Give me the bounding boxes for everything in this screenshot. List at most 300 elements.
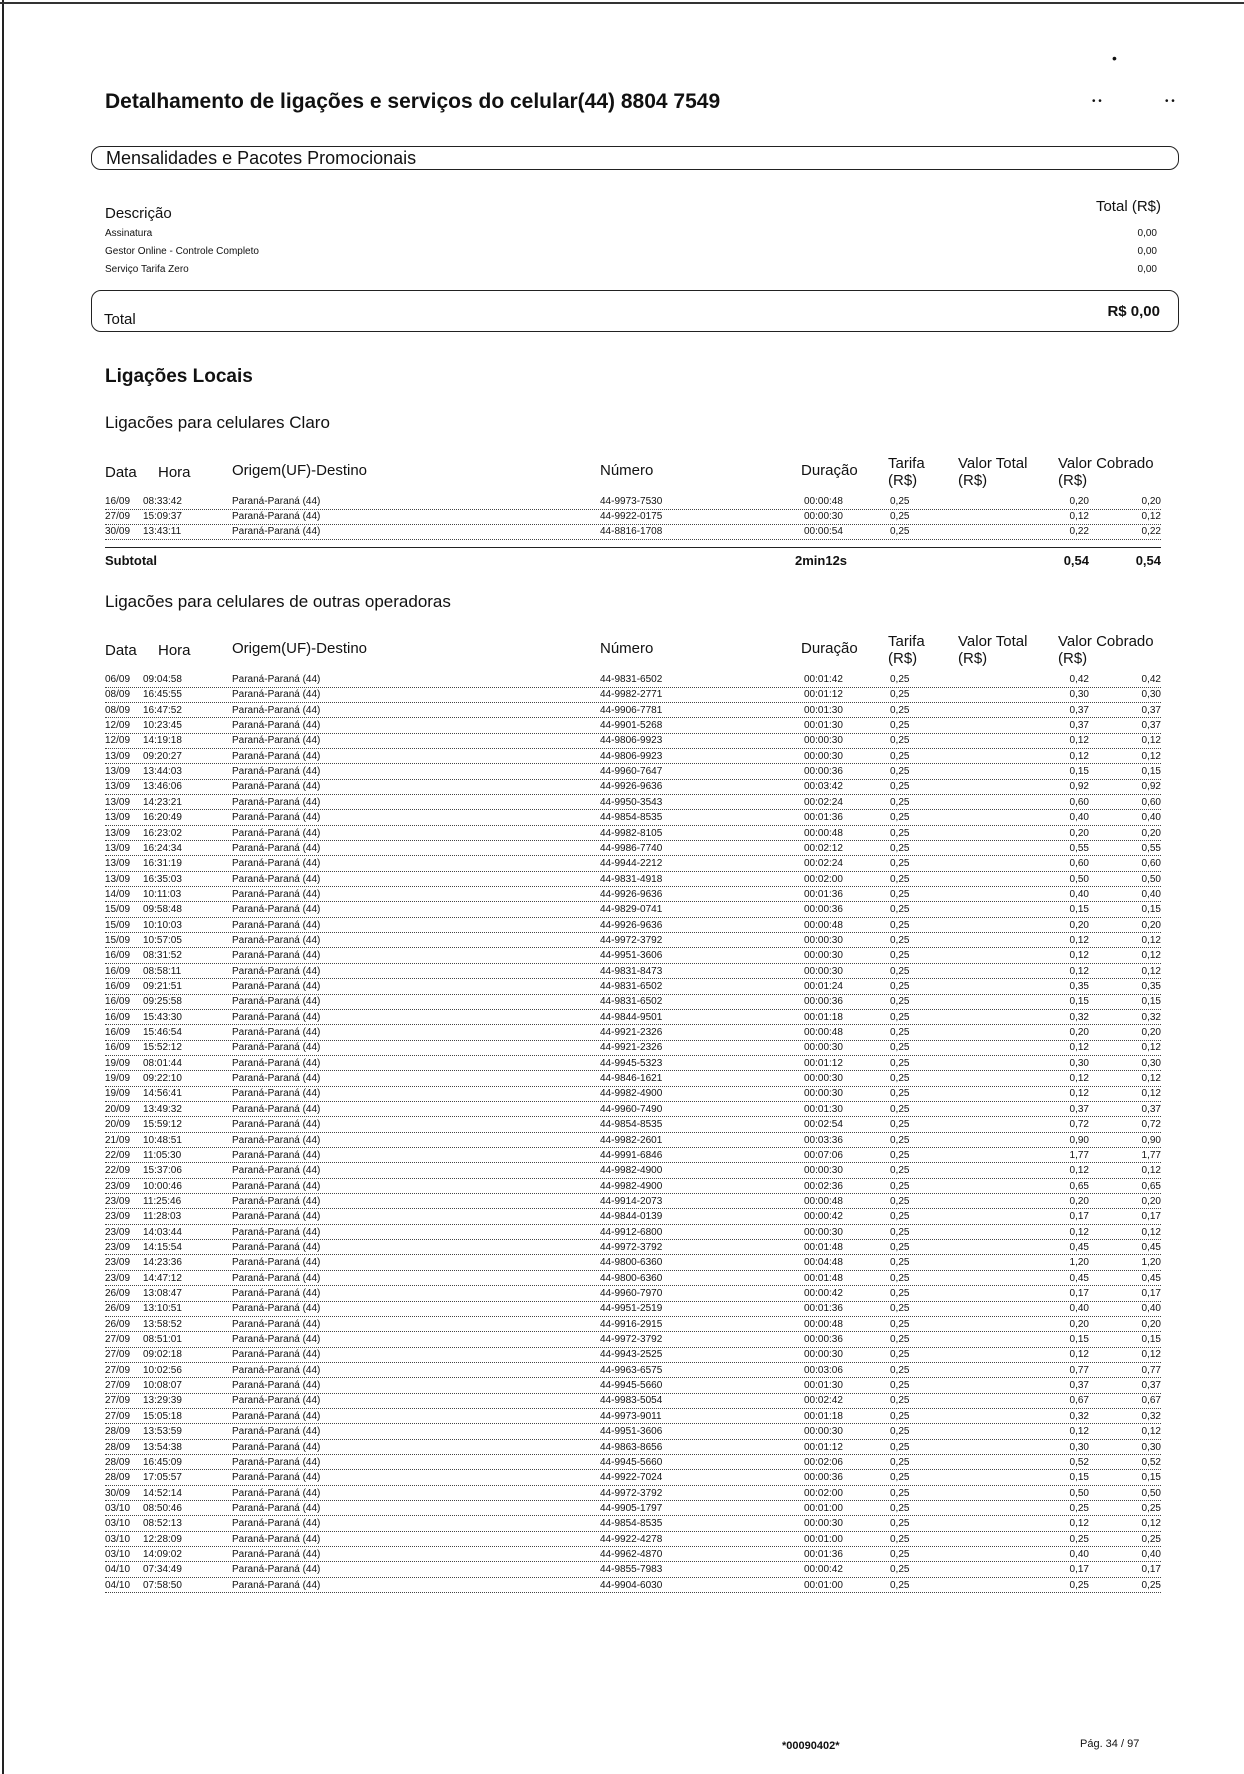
cell-valor-cobrado: 0,65 — [1141, 1180, 1161, 1192]
cell-origem: Paraná-Paraná (44) — [232, 919, 321, 931]
cell-valor-total: 0,12 — [1069, 735, 1089, 747]
cell-hora: 13:29:39 — [143, 1395, 182, 1407]
cell-origem: Paraná-Paraná (44) — [232, 1119, 321, 1131]
cell-duracao: 00:01:30 — [804, 704, 843, 716]
cell-data: 22/09 — [105, 1149, 131, 1161]
cell-valor-cobrado: 0,40 — [1141, 1548, 1161, 1560]
cell-duracao: 00:02:54 — [804, 1119, 843, 1131]
cell-origem: Paraná-Paraná (44) — [232, 1472, 321, 1484]
item-value: 0,00 — [1137, 246, 1157, 257]
cell-hora: 11:28:03 — [143, 1211, 182, 1223]
cell-valor-cobrado: 0,20 — [1141, 1318, 1161, 1330]
cell-valor-cobrado: 0,12 — [1141, 511, 1161, 523]
cell-numero: 44-9960-7970 — [600, 1288, 663, 1299]
cell-origem: Paraná-Paraná (44) — [232, 766, 321, 778]
cell-numero: 44-9982-4900 — [600, 1180, 663, 1192]
dotted-leader — [105, 1024, 1161, 1025]
cell-origem: Paraná-Paraná (44) — [232, 1456, 321, 1468]
cell-data: 28/09 — [105, 1472, 131, 1484]
cell-data: 20/09 — [105, 1119, 131, 1131]
cell-valor-total: 0,45 — [1069, 1272, 1089, 1284]
cell-tarifa: 0,25 — [890, 1134, 910, 1146]
cell-valor-cobrado: 0,40 — [1141, 1303, 1161, 1315]
cell-numero: 44-9962-4870 — [600, 1548, 663, 1560]
cell-tarifa: 0,25 — [890, 1226, 910, 1238]
cell-origem: Paraná-Paraná (44) — [232, 827, 321, 839]
cell-tarifa: 0,25 — [890, 919, 910, 931]
header-hora: Hora — [158, 464, 191, 481]
cell-origem: Paraná-Paraná (44) — [232, 1272, 321, 1284]
table-row — [105, 1088, 1161, 1104]
cell-valor-cobrado: 0,12 — [1141, 750, 1161, 762]
cell-valor-total: 0,12 — [1069, 511, 1089, 523]
cell-numero: 44-9854-8535 — [600, 1119, 663, 1131]
table-row — [105, 1119, 1161, 1135]
cell-valor-cobrado: 0,15 — [1141, 996, 1161, 1008]
cell-numero: 44-9806-9923 — [600, 750, 663, 762]
dotted-leader — [105, 1239, 1161, 1240]
cell-data: 12/09 — [105, 720, 131, 732]
cell-duracao: 00:01:12 — [804, 1441, 843, 1453]
cell-numero: 44-9972-3792 — [600, 1334, 663, 1346]
cell-valor-total: 0,20 — [1069, 1027, 1089, 1039]
cell-duracao: 00:02:24 — [804, 858, 843, 870]
cell-valor-total: 0,12 — [1069, 934, 1089, 946]
cell-numero: 44-9982-4900 — [600, 1088, 663, 1100]
subtotal-duration: 2min12s — [795, 553, 848, 568]
cell-data: 30/09 — [105, 526, 131, 538]
cell-tarifa: 0,25 — [890, 1180, 910, 1192]
cell-tarifa: 0,25 — [890, 1042, 910, 1054]
item-desc: Gestor Online - Controle Completo — [105, 246, 259, 257]
cell-tarifa: 0,25 — [890, 1119, 910, 1131]
cell-valor-total: 0,25 — [1069, 1533, 1089, 1545]
cell-duracao: 00:00:42 — [804, 1211, 843, 1223]
table-row — [105, 1181, 1161, 1197]
table-row — [105, 889, 1161, 905]
cell-valor-total: 0,42 — [1069, 674, 1089, 685]
total-value: R$ 0,00 — [1107, 303, 1160, 320]
cell-valor-cobrado: 0,20 — [1141, 1027, 1161, 1039]
cell-valor-cobrado: 0,30 — [1141, 689, 1161, 701]
cell-data: 27/09 — [105, 1349, 131, 1361]
table-row — [105, 812, 1161, 828]
cell-numero: 44-9950-3543 — [600, 796, 663, 808]
table-row — [105, 1104, 1161, 1120]
cell-duracao: 00:00:48 — [804, 827, 843, 839]
cell-hora: 16:35:03 — [143, 873, 182, 885]
cell-hora: 09:22:10 — [143, 1073, 182, 1085]
table-row — [105, 874, 1161, 890]
cell-valor-cobrado: 0,50 — [1141, 873, 1161, 885]
dotted-leader — [105, 1070, 1161, 1071]
dotted-leader — [105, 1485, 1161, 1486]
table-row — [105, 966, 1161, 982]
cell-data: 03/10 — [105, 1548, 131, 1560]
cell-origem: Paraná-Paraná (44) — [232, 1103, 321, 1115]
cell-hora: 15:59:12 — [143, 1119, 182, 1131]
cell-data: 06/09 — [105, 674, 131, 685]
cell-duracao: 00:01:00 — [804, 1502, 843, 1514]
cell-numero: 44-9982-2601 — [600, 1134, 663, 1146]
cell-duracao: 00:02:06 — [804, 1456, 843, 1468]
cell-numero: 44-9854-8535 — [600, 812, 663, 824]
cell-data: 14/09 — [105, 888, 131, 900]
cell-duracao: 00:00:48 — [804, 1195, 843, 1207]
header-valor-cobrado: Valor Cobrado (R$) — [1058, 633, 1154, 667]
cell-valor-total: 0,40 — [1069, 812, 1089, 824]
cell-numero: 44-9863-8656 — [600, 1441, 663, 1453]
table-row — [105, 828, 1161, 844]
cell-valor-total: 0,12 — [1069, 1226, 1089, 1238]
cell-numero: 44-9926-9636 — [600, 781, 663, 793]
cell-valor-total: 0,40 — [1069, 888, 1089, 900]
cell-valor-total: 0,35 — [1069, 981, 1089, 992]
cell-hora: 10:57:05 — [143, 934, 182, 946]
total-box — [91, 290, 1179, 332]
cell-hora: 09:04:58 — [143, 674, 182, 685]
cell-numero: 44-9914-2073 — [600, 1195, 663, 1207]
cell-numero: 44-9945-5660 — [600, 1456, 663, 1468]
cell-tarifa: 0,25 — [890, 1334, 910, 1346]
cell-valor-total: 0,12 — [1069, 1349, 1089, 1361]
cell-valor-total: 0,12 — [1069, 750, 1089, 762]
cell-duracao: 00:01:12 — [804, 1057, 843, 1069]
cell-hora: 13:54:38 — [143, 1441, 182, 1453]
cell-duracao: 00:00:30 — [804, 511, 843, 523]
cell-numero: 44-9855-7983 — [600, 1564, 663, 1576]
cell-valor-total: 0,15 — [1069, 766, 1089, 778]
cell-numero: 44-9945-5660 — [600, 1380, 663, 1392]
cell-valor-total: 0,30 — [1069, 1057, 1089, 1069]
cell-numero: 44-9904-6030 — [600, 1579, 663, 1591]
cell-origem: Paraná-Paraná (44) — [232, 1134, 321, 1146]
cell-origem: Paraná-Paraná (44) — [232, 1426, 321, 1438]
cell-valor-cobrado: 0,60 — [1141, 858, 1161, 870]
cell-data: 27/09 — [105, 1364, 131, 1376]
cell-origem: Paraná-Paraná (44) — [232, 704, 321, 716]
cell-origem: Paraná-Paraná (44) — [232, 1441, 321, 1453]
cell-duracao: 00:00:30 — [804, 735, 843, 747]
cell-valor-cobrado: 0,12 — [1141, 1165, 1161, 1177]
dotted-leader — [105, 917, 1161, 918]
dotted-leader — [105, 509, 1161, 510]
cell-duracao: 00:03:42 — [804, 781, 843, 793]
col-total: Total (R$) — [1095, 198, 1161, 215]
cell-duracao: 00:00:42 — [804, 1288, 843, 1299]
cell-hora: 14:19:18 — [143, 735, 182, 747]
cell-hora: 08:31:52 — [143, 950, 182, 962]
cell-valor-total: 0,12 — [1069, 1165, 1089, 1177]
scan-top-edge — [0, 2, 1244, 4]
cell-valor-cobrado: 0,12 — [1141, 950, 1161, 962]
cell-numero: 44-9829-0741 — [600, 904, 663, 916]
cell-valor-total: 0,50 — [1069, 873, 1089, 885]
cell-duracao: 00:02:36 — [804, 1180, 843, 1192]
item-value: 0,00 — [1137, 228, 1157, 239]
cell-origem: Paraná-Paraná (44) — [232, 1042, 321, 1054]
cell-data: 16/09 — [105, 981, 131, 992]
table-row — [105, 766, 1161, 782]
cell-hora: 09:58:48 — [143, 904, 182, 916]
cell-hora: 10:00:46 — [143, 1180, 182, 1192]
cell-valor-cobrado: 0,40 — [1141, 812, 1161, 824]
dotted-leader — [105, 1500, 1161, 1501]
dotted-leader — [105, 855, 1161, 856]
cell-hora: 08:52:13 — [143, 1518, 182, 1530]
table-row — [105, 781, 1161, 797]
table-row — [105, 1288, 1161, 1304]
cell-data: 03/10 — [105, 1533, 131, 1545]
cell-valor-cobrado: 0,17 — [1141, 1211, 1161, 1223]
dotted-leader — [105, 825, 1161, 826]
cell-origem: Paraná-Paraná (44) — [232, 1487, 321, 1499]
cell-valor-cobrado: 0,20 — [1141, 496, 1161, 507]
cell-numero: 44-9831-6502 — [600, 981, 663, 992]
cell-valor-cobrado: 0,42 — [1141, 674, 1161, 685]
table-row — [105, 496, 1161, 512]
dotted-leader — [105, 1193, 1161, 1194]
cell-numero: 44-9831-4918 — [600, 873, 663, 885]
cell-valor-cobrado: 0,15 — [1141, 1334, 1161, 1346]
dotted-leader — [105, 1362, 1161, 1363]
subtotal-total: 0,54 — [1063, 553, 1089, 568]
cell-numero: 44-9982-2771 — [600, 689, 663, 701]
table-row — [105, 1380, 1161, 1396]
cell-valor-cobrado: 0,12 — [1141, 1426, 1161, 1438]
table-row — [105, 1273, 1161, 1289]
cell-valor-total: 0,15 — [1069, 1334, 1089, 1346]
cell-duracao: 00:01:12 — [804, 689, 843, 701]
cell-data: 23/09 — [105, 1272, 131, 1284]
cell-duracao: 00:00:48 — [804, 1027, 843, 1039]
cell-tarifa: 0,25 — [890, 950, 910, 962]
cell-numero: 44-9960-7647 — [600, 766, 663, 778]
cell-data: 15/09 — [105, 904, 131, 916]
cell-tarifa: 0,25 — [890, 858, 910, 870]
dotted-leader — [105, 1577, 1161, 1578]
cell-valor-cobrado: 0,67 — [1141, 1395, 1161, 1407]
item-desc: Serviço Tarifa Zero — [105, 264, 189, 275]
cell-valor-total: 0,17 — [1069, 1288, 1089, 1299]
cell-hora: 08:50:46 — [143, 1502, 182, 1514]
cell-duracao: 00:02:00 — [804, 873, 843, 885]
cell-tarifa: 0,25 — [890, 1103, 910, 1115]
cell-valor-cobrado: 0,15 — [1141, 1472, 1161, 1484]
header-origem: Origem(UF)-Destino — [232, 640, 368, 657]
cell-origem: Paraná-Paraná (44) — [232, 934, 321, 946]
cell-origem: Paraná-Paraná (44) — [232, 720, 321, 732]
cell-data: 21/09 — [105, 1134, 131, 1146]
table-row — [105, 1319, 1161, 1335]
cell-hora: 09:02:18 — [143, 1349, 182, 1361]
cell-tarifa: 0,25 — [890, 1579, 910, 1591]
cell-data: 22/09 — [105, 1165, 131, 1177]
cell-valor-cobrado: 0,17 — [1141, 1288, 1161, 1299]
cell-origem: Paraná-Paraná (44) — [232, 689, 321, 701]
cell-valor-cobrado: 0,90 — [1141, 1134, 1161, 1146]
header-valor-cobrado: Valor Cobrado (R$) — [1058, 455, 1154, 489]
cell-data: 19/09 — [105, 1057, 131, 1069]
table-row — [105, 674, 1161, 690]
cell-valor-cobrado: 0,92 — [1141, 781, 1161, 793]
cell-tarifa: 0,25 — [890, 981, 910, 992]
cell-valor-cobrado: 0,12 — [1141, 1073, 1161, 1085]
dotted-leader — [105, 1116, 1161, 1117]
cell-valor-cobrado: 0,30 — [1141, 1057, 1161, 1069]
dotted-leader — [105, 963, 1161, 964]
table-row — [105, 1073, 1161, 1089]
cell-valor-cobrado: 0,32 — [1141, 1410, 1161, 1422]
cell-origem: Paraná-Paraná (44) — [232, 1165, 321, 1177]
cell-duracao: 00:00:30 — [804, 950, 843, 962]
cell-tarifa: 0,25 — [890, 1288, 910, 1299]
cell-data: 26/09 — [105, 1288, 131, 1299]
cell-tarifa: 0,25 — [890, 904, 910, 916]
cell-data: 23/09 — [105, 1226, 131, 1238]
cell-origem: Paraná-Paraná (44) — [232, 842, 321, 854]
cell-valor-cobrado: 0,50 — [1141, 1487, 1161, 1499]
cell-origem: Paraná-Paraná (44) — [232, 511, 321, 523]
cell-valor-total: 0,20 — [1069, 496, 1089, 507]
cell-origem: Paraná-Paraná (44) — [232, 950, 321, 962]
dotted-leader — [105, 1408, 1161, 1409]
cell-duracao: 00:00:30 — [804, 1349, 843, 1361]
cell-numero: 44-9906-7781 — [600, 704, 663, 716]
cell-numero: 44-9991-6846 — [600, 1149, 663, 1161]
cell-valor-total: 0,37 — [1069, 704, 1089, 716]
cell-hora: 15:09:37 — [143, 511, 182, 523]
header-tarifa: Tarifa (R$) — [888, 455, 925, 489]
cell-valor-total: 0,60 — [1069, 796, 1089, 808]
dotted-leader — [105, 1546, 1161, 1547]
cell-valor-cobrado: 0,12 — [1141, 965, 1161, 977]
cell-valor-total: 0,12 — [1069, 965, 1089, 977]
cell-origem: Paraná-Paraná (44) — [232, 858, 321, 870]
page-title: Detalhamento de ligações e serviços do celular(44) 8804 7549 — [105, 90, 721, 113]
cell-valor-total: 0,12 — [1069, 1518, 1089, 1530]
cell-tarifa: 0,25 — [890, 888, 910, 900]
cell-data: 15/09 — [105, 934, 131, 946]
table-row — [105, 935, 1161, 951]
header-numero: Número — [600, 640, 654, 657]
cell-duracao: 00:00:30 — [804, 1042, 843, 1054]
cell-data: 03/10 — [105, 1518, 131, 1530]
cell-valor-cobrado: 0,12 — [1141, 934, 1161, 946]
dotted-leader — [105, 1101, 1161, 1102]
table-row — [105, 1165, 1161, 1181]
dotted-leader — [105, 978, 1161, 979]
cell-tarifa: 0,25 — [890, 842, 910, 854]
outras-subheading: Ligacões para celulares de outras operadoras — [105, 592, 451, 611]
cell-hora: 09:21:51 — [143, 981, 182, 992]
dotted-leader — [105, 1132, 1161, 1133]
cell-origem: Paraná-Paraná (44) — [232, 1380, 321, 1392]
cell-data: 28/09 — [105, 1441, 131, 1453]
cell-hora: 16:31:19 — [143, 858, 182, 870]
cell-origem: Paraná-Paraná (44) — [232, 1241, 321, 1253]
cell-data: 16/09 — [105, 1027, 131, 1039]
table-row — [105, 1488, 1161, 1504]
cell-valor-total: 0,12 — [1069, 1042, 1089, 1054]
cell-numero: 44-9922-7024 — [600, 1472, 663, 1484]
cell-numero: 44-9846-1621 — [600, 1073, 663, 1085]
cell-valor-cobrado: 0,12 — [1141, 1088, 1161, 1100]
cell-duracao: 00:02:12 — [804, 842, 843, 854]
cell-numero: 44-9973-9011 — [600, 1410, 662, 1422]
table-row — [105, 981, 1161, 997]
section-box-mensalidades — [91, 146, 1179, 170]
cell-origem: Paraná-Paraná (44) — [232, 1011, 321, 1023]
dotted-leader — [105, 1454, 1161, 1455]
dotted-leader — [105, 1316, 1161, 1317]
cell-tarifa: 0,25 — [890, 1211, 910, 1223]
header-data: Data — [105, 464, 137, 481]
cell-duracao: 00:00:36 — [804, 996, 843, 1008]
cell-valor-cobrado: 0,25 — [1141, 1579, 1161, 1591]
cell-tarifa: 0,25 — [890, 812, 910, 824]
cell-valor-cobrado: 0,35 — [1141, 981, 1161, 992]
cell-valor-cobrado: 0,60 — [1141, 796, 1161, 808]
cell-origem: Paraná-Paraná (44) — [232, 981, 321, 992]
cell-valor-cobrado: 0,15 — [1141, 766, 1161, 778]
table-row — [105, 1257, 1161, 1273]
dotted-leader — [105, 1439, 1161, 1440]
cell-numero: 44-9945-5323 — [600, 1057, 663, 1069]
cell-hora: 07:58:50 — [143, 1579, 182, 1591]
cell-hora: 08:58:11 — [143, 965, 182, 977]
cell-valor-total: 0,15 — [1069, 904, 1089, 916]
cell-tarifa: 0,25 — [890, 827, 910, 839]
cell-data: 03/10 — [105, 1502, 131, 1514]
cell-origem: Paraná-Paraná (44) — [232, 796, 321, 808]
cell-valor-total: 1,77 — [1069, 1149, 1089, 1161]
cell-tarifa: 0,25 — [890, 1303, 910, 1315]
cell-origem: Paraná-Paraná (44) — [232, 750, 321, 762]
cell-data: 15/09 — [105, 919, 131, 931]
cell-numero: 44-9800-6360 — [600, 1272, 663, 1284]
cell-tarifa: 0,25 — [890, 1195, 910, 1207]
cell-hora: 15:05:18 — [143, 1410, 182, 1422]
cell-valor-total: 0,12 — [1069, 950, 1089, 962]
cell-duracao: 00:00:30 — [804, 1165, 843, 1177]
table-row — [105, 1042, 1161, 1058]
cell-valor-cobrado: 0,37 — [1141, 720, 1161, 732]
cell-tarifa: 0,25 — [890, 1548, 910, 1560]
cell-hora: 13:10:51 — [143, 1303, 182, 1315]
cell-duracao: 00:01:18 — [804, 1410, 843, 1422]
cell-duracao: 00:02:24 — [804, 796, 843, 808]
cell-origem: Paraná-Paraná (44) — [232, 1149, 321, 1161]
cell-valor-cobrado: 0,17 — [1141, 1564, 1161, 1576]
cell-data: 16/09 — [105, 996, 131, 1008]
cell-valor-total: 0,90 — [1069, 1134, 1089, 1146]
cell-origem: Paraná-Paraná (44) — [232, 1318, 321, 1330]
table-row — [105, 904, 1161, 920]
cell-duracao: 00:02:00 — [804, 1487, 843, 1499]
cell-hora: 13:53:59 — [143, 1426, 182, 1438]
cell-origem: Paraná-Paraná (44) — [232, 1257, 321, 1269]
dotted-leader — [105, 1561, 1161, 1562]
cell-origem: Paraná-Paraná (44) — [232, 996, 321, 1008]
cell-valor-total: 0,50 — [1069, 1487, 1089, 1499]
dotted-leader — [105, 1178, 1161, 1179]
footer-page: Pág. 34 / 97 — [1080, 1738, 1140, 1750]
table-row — [105, 797, 1161, 813]
cell-duracao: 00:00:36 — [804, 1472, 843, 1484]
cell-valor-total: 0,32 — [1069, 1011, 1089, 1023]
cell-origem: Paraná-Paraná (44) — [232, 1364, 321, 1376]
